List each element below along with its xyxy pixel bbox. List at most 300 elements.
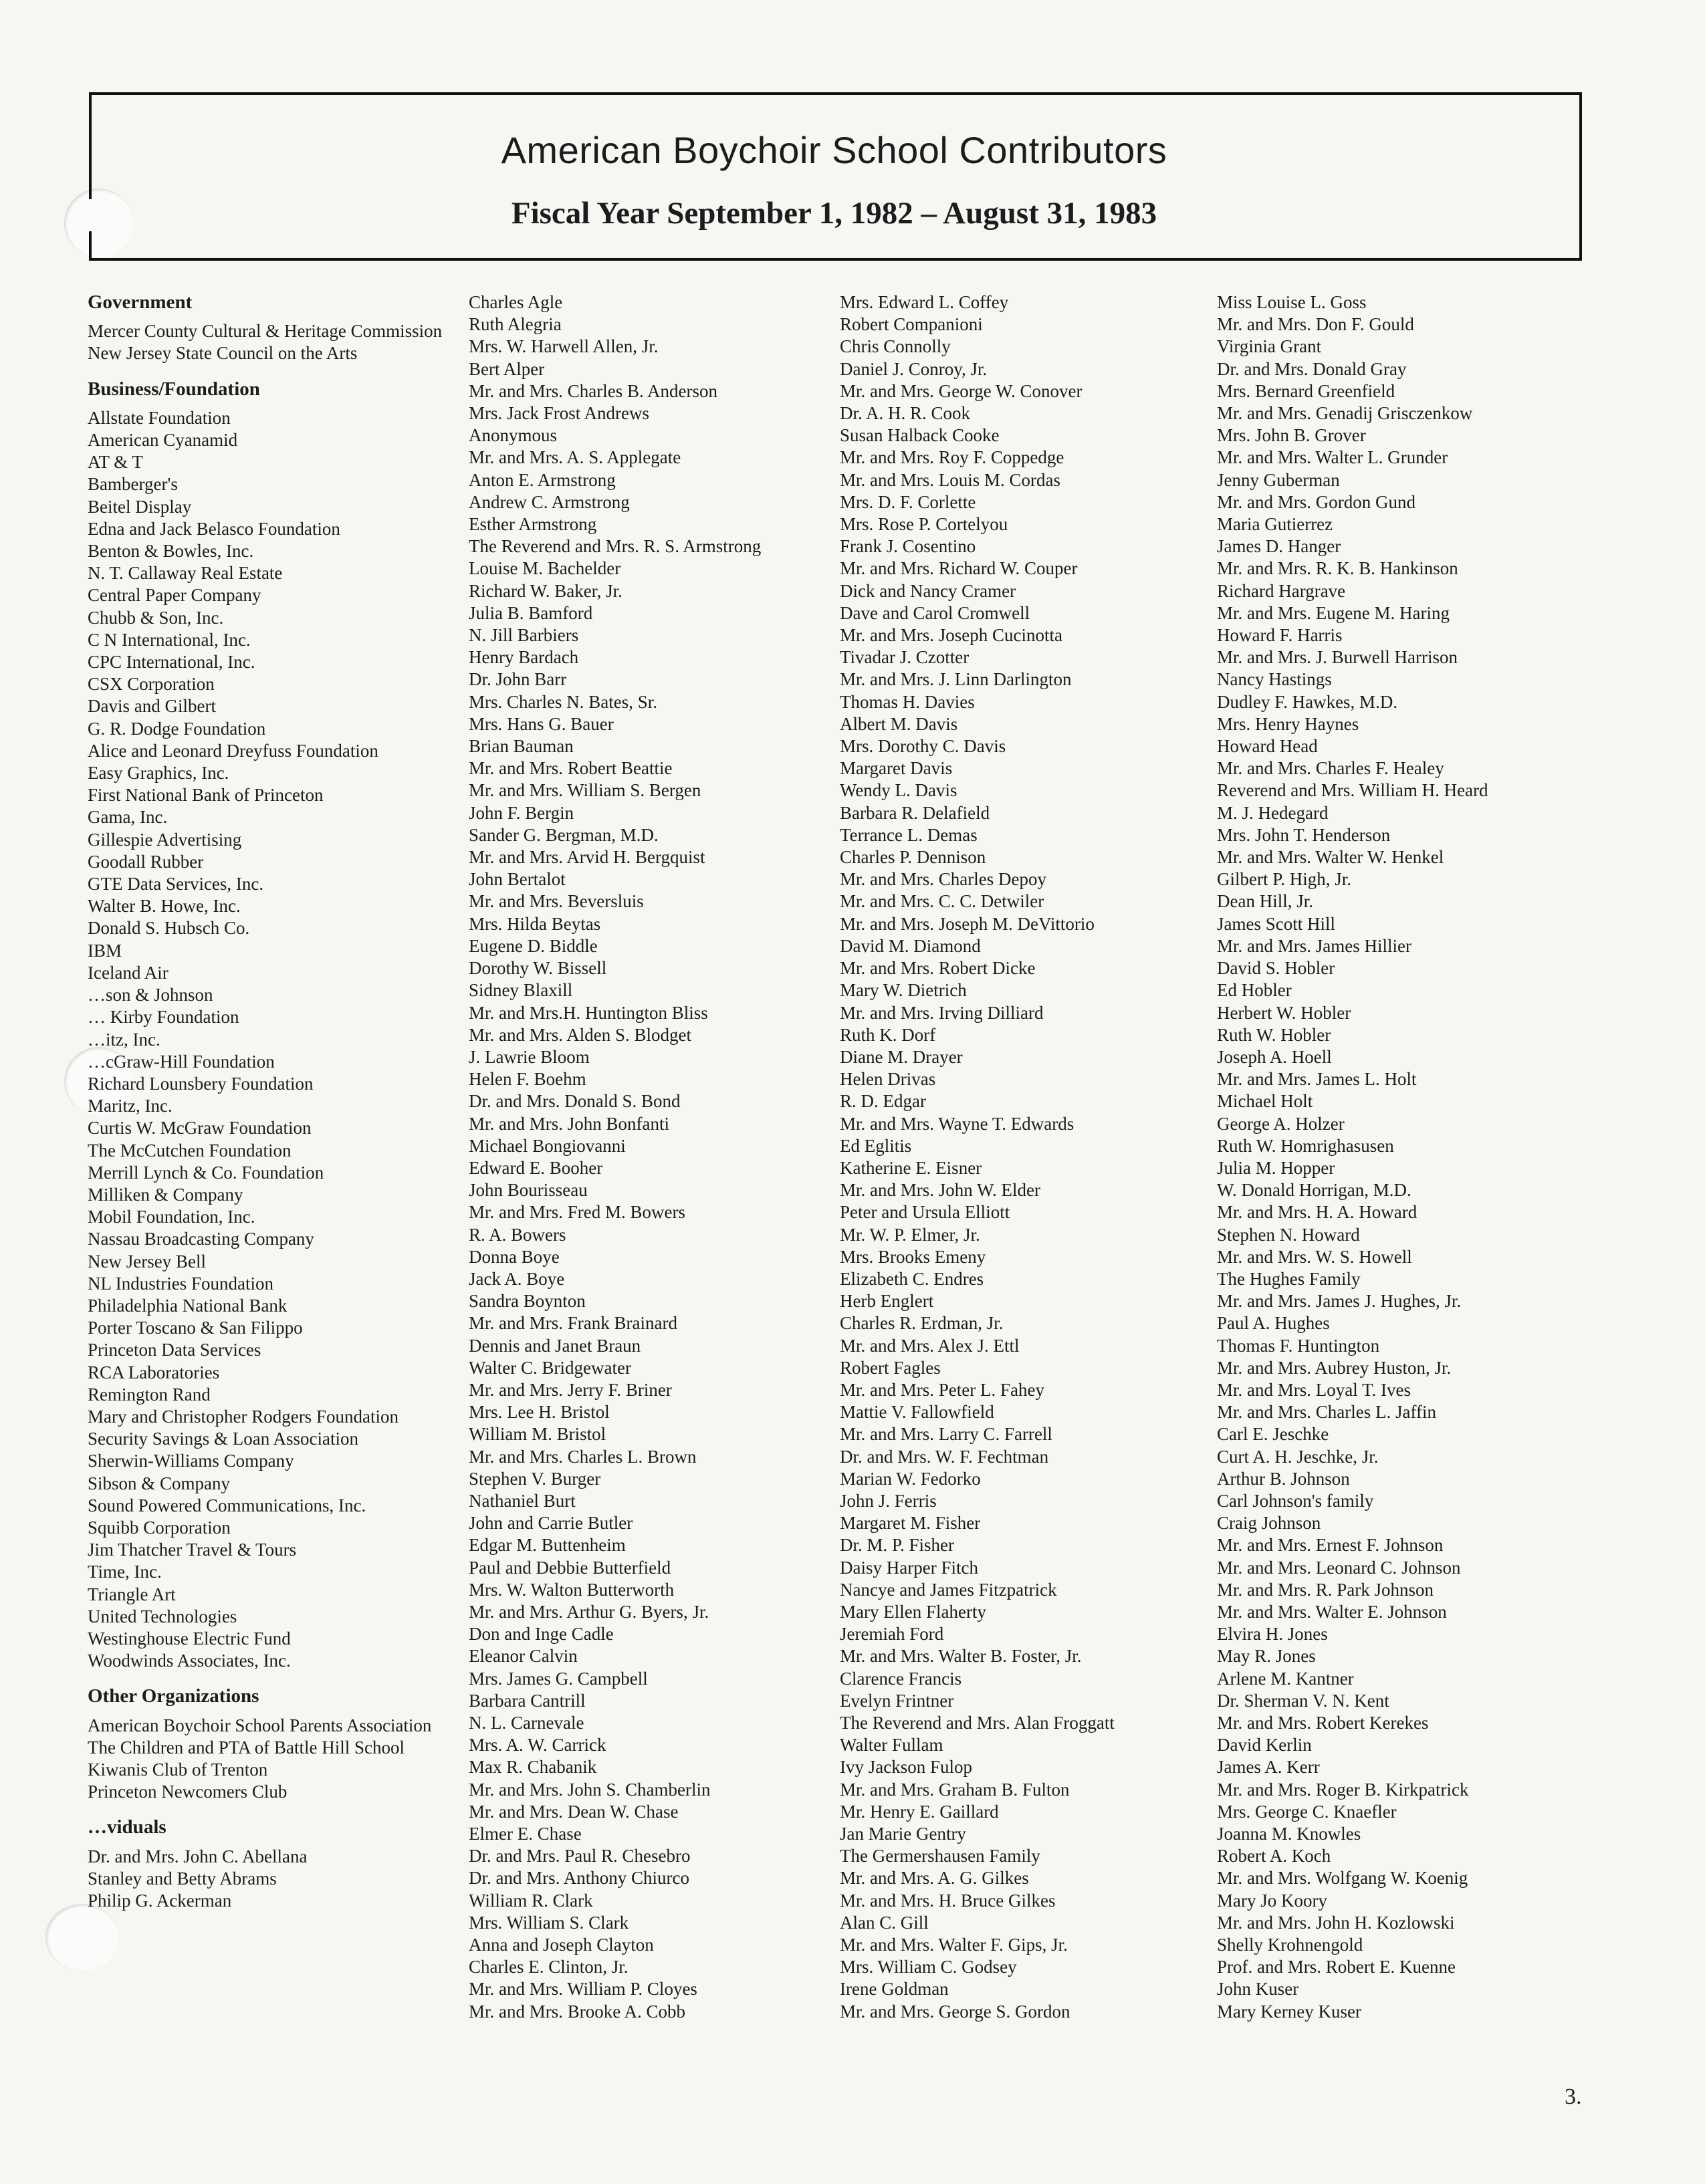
contributor-entry: Mr. and Mrs. Arthur G. Byers, Jr.	[469, 1601, 709, 1622]
list-individuals	[88, 1846, 462, 1913]
contributor-entry: Easy Graphics, Inc.	[88, 763, 229, 783]
contributor-entry: Robert A. Koch	[1217, 1846, 1331, 1866]
contributor-entry: Helen F. Boehm	[469, 1069, 586, 1090]
contributor-entry: Edward E. Booher	[469, 1157, 603, 1178]
contributor-entry: Mrs. Lee H. Bristol	[469, 1402, 610, 1423]
contributor-entry: Westinghouse Electric Fund	[88, 1628, 291, 1649]
contributor-entry: The Reverend and Mrs. Alan Froggatt	[840, 1713, 1115, 1733]
contributor-entry: Barbara Cantrill	[469, 1690, 586, 1711]
contributor-entry: Mattie V. Fallowfield	[840, 1402, 994, 1423]
contributor-entry: Bamberger's	[88, 474, 178, 495]
contributor-entry: Mr. and Mrs. Ernest F. Johnson	[1217, 1535, 1444, 1556]
contributor-entry: Peter and Ursula Elliott	[840, 1202, 1010, 1223]
contributor-entry: Mr. and Mrs. Leonard C. Johnson	[1217, 1557, 1461, 1578]
contributor-entry: Mrs. Charles N. Bates, Sr.	[469, 691, 657, 712]
contributor-entry: Mr. and Mrs. Peter L. Fahey	[840, 1379, 1044, 1400]
contributor-entry: Ruth W. Hobler	[1217, 1024, 1331, 1045]
contributor-entry: Richard Hargrave	[1217, 580, 1346, 601]
page-subtitle: Fiscal Year September 1, 1982 – August 31, 1983	[511, 196, 1157, 231]
contributor-entry: Triangle Art	[88, 1584, 176, 1604]
contributor-entry: Henry Bardach	[469, 647, 579, 668]
contributor-entry: Mr. and Mrs. James L. Holt	[1217, 1069, 1417, 1090]
contributor-entry: Kiwanis Club of Trenton	[88, 1760, 268, 1780]
contributor-entry: John F. Bergin	[469, 802, 574, 823]
contributor-entry: R. D. Edgar	[840, 1091, 926, 1112]
contributor-entry: Mr. and Mrs. Robert Beattie	[469, 758, 673, 779]
contributor-entry: Joseph A. Hoell	[1217, 1046, 1332, 1067]
contributor-entry: Mr. and Mrs. Roy F. Coppedge	[840, 447, 1064, 468]
contributor-entry: Susan Halback Cooke	[840, 425, 1000, 446]
contributor-entry: Jan Marie Gentry	[840, 1824, 966, 1844]
contributor-entry: Mrs. Rose P. Cortelyou	[840, 514, 1008, 535]
contributor-entry: Walter Fullam	[840, 1735, 943, 1755]
contributor-entry: Julia B. Bamford	[469, 602, 593, 623]
contributor-entry: Dr. M. P. Fisher	[840, 1535, 955, 1556]
contributor-entry: Mr. and Mrs. Graham B. Fulton	[840, 1779, 1070, 1800]
contributor-entry: Wendy L. Davis	[840, 780, 957, 801]
contributor-entry: Mary Jo Koory	[1217, 1890, 1327, 1911]
contributor-entry: Michael Bongiovanni	[469, 1135, 626, 1156]
contributor-entry: Alice and Leonard Dreyfuss Foundation	[88, 740, 378, 761]
contributor-entry: Beitel Display	[88, 496, 192, 517]
contributor-entry: David Kerlin	[1217, 1735, 1312, 1755]
page-title: American Boychoir School Contributors	[501, 129, 1167, 171]
contributor-entry: Mr. and Mrs. William S. Bergen	[469, 780, 701, 801]
contributor-entry: Mrs. Hans G. Bauer	[469, 713, 614, 734]
contributor-entry: …cGraw-Hill Foundation	[88, 1051, 275, 1072]
contributor-entry: … Kirby Foundation	[88, 1007, 239, 1027]
contributor-entry: Mr. and Mrs. Charles B. Anderson	[469, 380, 717, 401]
contributor-entry: Mercer County Cultural & Heritage Commission	[88, 321, 443, 342]
contributor-entry: N. L. Carnevale	[469, 1713, 584, 1733]
contributor-entry: Dick and Nancy Cramer	[840, 580, 1016, 601]
contributor-entry: Esther Armstrong	[469, 514, 597, 535]
contributor-entry: Joanna M. Knowles	[1217, 1824, 1361, 1844]
contributor-entry: Margaret Davis	[840, 758, 953, 779]
contributor-entry: Mr. Henry E. Gaillard	[840, 1801, 999, 1822]
contributor-entry: Dr. and Mrs. Paul R. Chesebro	[469, 1846, 691, 1866]
contributor-entry: Thomas H. Davies	[840, 691, 975, 712]
contributor-entry: Shelly Krohnengold	[1217, 1935, 1363, 1955]
contributor-entry: Ed Eglitis	[840, 1135, 912, 1156]
contributor-entry: Mr. and Mrs. Brooke A. Cobb	[469, 2001, 685, 2022]
contributor-entry: Louise M. Bachelder	[469, 558, 621, 579]
contributor-entry: Mr. and Mrs. Jerry F. Briner	[469, 1379, 672, 1400]
contributor-entry: Evelyn Frintner	[840, 1690, 954, 1711]
contributor-entry: Mr. and Mrs. Fred M. Bowers	[469, 1202, 685, 1223]
contributor-entry: Anna and Joseph Clayton	[469, 1935, 654, 1955]
contributor-entry: Michael Holt	[1217, 1091, 1313, 1112]
list-column-3	[840, 291, 1214, 2023]
contributor-entry: Richard Lounsbery Foundation	[88, 1073, 314, 1094]
contributor-entry: Mr. and Mrs. William P. Cloyes	[469, 1979, 697, 1999]
contributor-entry: Mary Kerney Kuser	[1217, 2001, 1361, 2022]
contributor-entry: Mrs. D. F. Corlette	[840, 491, 976, 512]
contributor-entry: Mr. and Mrs. Walter W. Henkel	[1217, 847, 1444, 868]
contributor-entry: Mr. and Mrs. R. Park Johnson	[1217, 1579, 1434, 1600]
contributor-entry: Mr. and Mrs. Gordon Gund	[1217, 491, 1415, 512]
contributor-entry: Mr. and Mrs. Alex J. Ettl	[840, 1335, 1020, 1356]
contributor-entry: Walter B. Howe, Inc.	[88, 896, 241, 917]
contributor-entry: Paul and Debbie Butterfield	[469, 1557, 671, 1578]
column-2	[469, 291, 843, 2023]
contributor-entry: M. J. Hedegard	[1217, 802, 1329, 823]
section-heading-business: Business/Foundation	[88, 378, 260, 400]
contributor-entry: Mr. and Mrs. Dean W. Chase	[469, 1801, 679, 1822]
contributor-entry: Charles Agle	[469, 292, 563, 312]
contributor-entry: R. A. Bowers	[469, 1224, 566, 1245]
contributor-entry: Mr. and Mrs. Joseph Cucinotta	[840, 625, 1062, 646]
contributor-entry: Robert Fagles	[840, 1357, 941, 1378]
contributor-entry: Sherwin-Williams Company	[88, 1451, 294, 1471]
contributor-entry: Gama, Inc.	[88, 807, 168, 828]
contributor-entry: Mary W. Dietrich	[840, 980, 967, 1001]
contributor-entry: Mrs. W. Walton Butterworth	[469, 1579, 675, 1600]
contributor-entry: Daniel J. Conroy, Jr.	[840, 358, 988, 379]
contributor-entry: Davis and Gilbert	[88, 696, 216, 717]
contributor-entry: Jeremiah Ford	[840, 1624, 944, 1645]
contributor-entry: Alan C. Gill	[840, 1912, 929, 1933]
contributor-entry: Herb Englert	[840, 1291, 934, 1312]
contributor-entry: Edgar M. Buttenheim	[469, 1535, 626, 1556]
contributor-entry: Bert Alper	[469, 358, 545, 379]
contributor-entry: Mrs. William S. Clark	[469, 1912, 629, 1933]
contributor-entry: James D. Hanger	[1217, 536, 1341, 557]
contributor-entry: Craig Johnson	[1217, 1513, 1321, 1534]
contributor-entry: Mr. and Mrs. Richard W. Couper	[840, 558, 1078, 579]
contributor-entry: James A. Kerr	[1217, 1757, 1320, 1778]
contributor-entry: Mr. and Mrs. Charles F. Healey	[1217, 758, 1444, 779]
contributor-entry: Mary and Christopher Rodgers Foundation	[88, 1406, 399, 1427]
contributor-entry: Brian Bauman	[469, 736, 574, 757]
contributor-entry: Mr. and Mrs. Louis M. Cordas	[840, 469, 1060, 490]
contributor-entry: Maria Gutierrez	[1217, 514, 1333, 535]
contributor-entry: New Jersey State Council on the Arts	[88, 343, 358, 364]
contributor-entry: John Bertalot	[469, 869, 566, 890]
contributor-entry: Jim Thatcher Travel & Tours	[88, 1540, 297, 1560]
contributor-entry: G. R. Dodge Foundation	[88, 718, 266, 739]
contributor-entry: Donna Boye	[469, 1246, 560, 1267]
contributor-entry: Mr. and Mrs. Charles L. Jaffin	[1217, 1402, 1436, 1423]
contributor-entry: Daisy Harper Fitch	[840, 1557, 978, 1578]
list-column-4	[1217, 291, 1591, 2023]
contributor-entry: Mr. and Mrs. Aubrey Huston, Jr.	[1217, 1357, 1452, 1378]
contributor-entry: Mr. and Mrs. Don F. Gould	[1217, 314, 1414, 335]
contributor-entry: Chris Connolly	[840, 336, 951, 357]
contributor-entry: Iceland Air	[88, 962, 168, 983]
other-organizations-section	[88, 1685, 462, 1803]
contributor-entry: Carl E. Jeschke	[1217, 1424, 1329, 1445]
contributor-entry: Mr. and Mrs. George W. Conover	[840, 380, 1083, 401]
contributor-entry: Mr. and Mrs. A. S. Applegate	[469, 447, 681, 468]
contributor-entry: Mrs. John T. Henderson	[1217, 824, 1391, 845]
contributor-entry: Jack A. Boye	[469, 1268, 565, 1289]
contributor-entry: Princeton Newcomers Club	[88, 1782, 288, 1802]
column-3	[840, 291, 1214, 2023]
contributor-entry: Marian W. Fedorko	[840, 1468, 981, 1489]
contributor-entry: Mr. and Mrs. Arvid H. Bergquist	[469, 847, 705, 868]
contributor-entry: Dorothy W. Bissell	[469, 958, 607, 979]
contributor-entry: Charles R. Erdman, Jr.	[840, 1313, 1004, 1334]
contributor-entry: Charles E. Clinton, Jr.	[469, 1957, 629, 1977]
contributor-entry: Robert Companioni	[840, 314, 983, 335]
contributor-entry: Mr. and Mrs. H. Bruce Gilkes	[840, 1890, 1056, 1911]
contributor-entry: Mobil Foundation, Inc.	[88, 1207, 255, 1227]
contributor-entry: Time, Inc.	[88, 1562, 162, 1582]
contributor-entry: N. Jill Barbiers	[469, 625, 579, 646]
contributor-entry: Stephen N. Howard	[1217, 1224, 1360, 1245]
contributor-entry: Mr. and Mrs. John W. Elder	[840, 1180, 1040, 1201]
contributor-entry: The McCutchen Foundation	[88, 1140, 292, 1161]
contributor-entry: Mr. and Mrs. H. A. Howard	[1217, 1202, 1417, 1223]
contributor-entry: Mr. and Mrs. James Hillier	[1217, 935, 1411, 956]
contributor-entry: Diane M. Drayer	[840, 1046, 963, 1067]
contributor-entry: James Scott Hill	[1217, 913, 1335, 934]
contributor-entry: Mrs. Dorothy C. Davis	[840, 736, 1006, 757]
contributor-entry: Herbert W. Hobler	[1217, 1002, 1351, 1023]
contributor-entry: CSX Corporation	[88, 674, 215, 695]
contributor-entry: Howard Head	[1217, 736, 1318, 757]
contributor-entry: American Boychoir School Parents Association	[88, 1715, 432, 1735]
contributor-entry: Eugene D. Biddle	[469, 935, 598, 956]
contributor-entry: Central Paper Company	[88, 585, 261, 606]
contributor-entry: Mrs. John B. Grover	[1217, 425, 1366, 446]
contributor-entry: The Children and PTA of Battle Hill School	[88, 1737, 405, 1757]
contributor-entry: Ruth K. Dorf	[840, 1024, 936, 1045]
contributor-entry: Edna and Jack Belasco Foundation	[88, 518, 340, 539]
contributor-entry: Milliken & Company	[88, 1184, 243, 1205]
contributor-entry: Woodwinds Associates, Inc.	[88, 1651, 291, 1671]
contributor-entry: Dr. A. H. R. Cook	[840, 403, 971, 424]
contributor-entry: Mr. and Mrs.H. Huntington Bliss	[469, 1002, 708, 1023]
contributor-entry: Chubb & Son, Inc.	[88, 607, 224, 628]
contributor-entry: Terrance L. Demas	[840, 824, 978, 845]
contributor-entry: Tivadar J. Czotter	[840, 647, 970, 668]
contributor-entry: First National Bank of Princeton	[88, 785, 324, 806]
contributor-entry: Miss Louise L. Goss	[1217, 292, 1367, 312]
contributor-entry: Julia M. Hopper	[1217, 1157, 1335, 1178]
title-box	[89, 92, 1582, 261]
column-4	[1217, 291, 1591, 2023]
contributor-entry: Sound Powered Communications, Inc.	[88, 1495, 366, 1515]
contributor-entry: Elizabeth C. Endres	[840, 1268, 984, 1289]
contributor-entry: Goodall Rubber	[88, 851, 204, 872]
contributor-entry: Dr. John Barr	[469, 669, 567, 690]
contributor-entry: Mr. and Mrs. Walter E. Johnson	[1217, 1601, 1447, 1622]
contributor-entry: Barbara R. Delafield	[840, 802, 990, 823]
contributor-entry: John Bourisseau	[469, 1180, 588, 1201]
contributor-entry: Mr. and Mrs. R. K. B. Hankinson	[1217, 558, 1458, 579]
contributor-entry: Dr. and Mrs. Donald S. Bond	[469, 1091, 681, 1112]
contributor-entry: Don and Inge Cadle	[469, 1624, 614, 1645]
contributor-entry: Reverend and Mrs. William H. Heard	[1217, 780, 1488, 801]
contributor-entry: Mr. and Mrs. W. S. Howell	[1217, 1246, 1412, 1267]
list-other	[88, 1715, 462, 1804]
contributor-entry: Mrs. George C. Knaefler	[1217, 1801, 1397, 1822]
contributor-entry: David S. Hobler	[1217, 958, 1335, 979]
contributor-entry: Mr. and Mrs. John Bonfanti	[469, 1113, 669, 1134]
contributor-entry: Carl Johnson's family	[1217, 1490, 1374, 1511]
contributor-entry: C N International, Inc.	[88, 629, 251, 650]
contributor-entry: N. T. Callaway Real Estate	[88, 563, 283, 584]
contributor-entry: Frank J. Cosentino	[840, 536, 976, 557]
contributor-entry: Mrs. Jack Frost Andrews	[469, 403, 649, 424]
page-number: 3.	[1565, 2084, 1582, 2109]
contributor-entry: Margaret M. Fisher	[840, 1513, 981, 1534]
contributor-entry: Allstate Foundation	[88, 407, 231, 428]
contributor-entry: John and Carrie Butler	[469, 1513, 633, 1534]
contributor-entry: Gilbert P. High, Jr.	[1217, 869, 1352, 890]
government-section	[88, 291, 462, 365]
contributor-entry: Anton E. Armstrong	[469, 469, 616, 490]
contributor-entry: Curt A. H. Jeschke, Jr.	[1217, 1446, 1379, 1467]
contributor-entry: Nancy Hastings	[1217, 669, 1332, 690]
contributor-entry: Mr. and Mrs. Charles Depoy	[840, 869, 1046, 890]
contributor-entry: …itz, Inc.	[88, 1029, 160, 1050]
contributor-entry: Mr. W. P. Elmer, Jr.	[840, 1224, 980, 1245]
contributor-entry: CPC International, Inc.	[88, 652, 255, 673]
contributor-entry: Mr. and Mrs. Charles L. Brown	[469, 1446, 697, 1467]
contributor-entry: Curtis W. McGraw Foundation	[88, 1118, 312, 1138]
column-1	[88, 291, 462, 1913]
contributor-entry: Donald S. Hubsch Co.	[88, 918, 250, 939]
contributor-entry: Sibson & Company	[88, 1473, 231, 1493]
contributor-entry: Dudley F. Hawkes, M.D.	[1217, 691, 1398, 712]
contributor-entry: Ed Hobler	[1217, 980, 1292, 1001]
list-government	[88, 320, 462, 364]
contributor-entry: The Hughes Family	[1217, 1268, 1361, 1289]
contributor-entry: May R. Jones	[1217, 1646, 1316, 1667]
contributor-entry: Andrew C. Armstrong	[469, 491, 630, 512]
contributor-entry: …son & Johnson	[88, 985, 213, 1005]
contributor-entry: Dr. and Mrs. Anthony Chiurco	[469, 1868, 689, 1889]
contributor-entry: Elvira H. Jones	[1217, 1624, 1328, 1645]
contributor-entry: Mr. and Mrs. Walter B. Foster, Jr.	[840, 1646, 1082, 1667]
punch-hole-bottom	[45, 1904, 119, 1971]
contributor-entry: Mr. and Mrs. Larry C. Farrell	[840, 1424, 1052, 1445]
contributor-entry: Mrs. Henry Haynes	[1217, 713, 1359, 734]
contributor-entry: AT & T	[88, 452, 144, 473]
contributor-entry: Mrs. Hilda Beytas	[469, 913, 601, 934]
contributor-entry: Gillespie Advertising	[88, 829, 242, 850]
contributor-entry: Mr. and Mrs. Eugene M. Haring	[1217, 602, 1450, 623]
contributor-entry: Mr. and Mrs. George S. Gordon	[840, 2001, 1070, 2022]
contributor-entry: Arthur B. Johnson	[1217, 1468, 1350, 1489]
contributor-entry: Philadelphia National Bank	[88, 1295, 288, 1316]
contributor-entry: John J. Ferris	[840, 1490, 937, 1511]
contributor-entry: Prof. and Mrs. Robert E. Kuenne	[1217, 1957, 1456, 1977]
contributor-entry: Dennis and Janet Braun	[469, 1335, 641, 1356]
list-business	[88, 407, 462, 1673]
contributor-entry: Nathaniel Burt	[469, 1490, 576, 1511]
contributor-entry: Sidney Blaxill	[469, 980, 573, 1001]
contributor-entry: Mrs. William C. Godsey	[840, 1957, 1017, 1977]
section-heading-government: Government	[88, 291, 193, 313]
contributor-entry: Clarence Francis	[840, 1668, 962, 1689]
contributor-entry: Dr. and Mrs. W. F. Fechtman	[840, 1446, 1049, 1467]
contributor-entry: Squibb Corporation	[88, 1517, 231, 1538]
contributor-entry: Virginia Grant	[1217, 336, 1322, 357]
contributor-entry: Mr. and Mrs. Irving Dilliard	[840, 1002, 1044, 1023]
contributor-entry: Maritz, Inc.	[88, 1096, 173, 1116]
contributor-entry: Nassau Broadcasting Company	[88, 1229, 314, 1249]
contributor-entry: Mr. and Mrs. John H. Kozlowski	[1217, 1912, 1455, 1933]
contributor-entry: Mr. and Mrs. Robert Dicke	[840, 958, 1036, 979]
contributor-entry: IBM	[88, 940, 122, 961]
contributor-entry: Philip G. Ackerman	[88, 1891, 232, 1911]
contributor-entry: Dr. and Mrs. John C. Abellana	[88, 1846, 308, 1866]
contributor-entry: Mrs. Brooks Emeny	[840, 1246, 986, 1267]
contributor-entry: Mr. and Mrs. Joseph M. DeVittorio	[840, 913, 1095, 934]
contributor-entry: Dr. and Mrs. Donald Gray	[1217, 358, 1407, 379]
contributor-entry: Charles P. Dennison	[840, 847, 986, 868]
contributor-entry: J. Lawrie Bloom	[469, 1046, 590, 1067]
contributor-entry: David M. Diamond	[840, 935, 981, 956]
contributor-entry: Merrill Lynch & Co. Foundation	[88, 1162, 324, 1183]
contributor-entry: Max R. Chabanik	[469, 1757, 597, 1778]
contributor-entry: Stephen V. Burger	[469, 1468, 601, 1489]
contributor-entry: Mr. and Mrs. Wolfgang W. Koenig	[1217, 1868, 1468, 1889]
contributor-entry: Richard W. Baker, Jr.	[469, 580, 622, 601]
contributor-entry: Albert M. Davis	[840, 713, 958, 734]
list-column-2	[469, 291, 843, 2023]
individuals-section	[88, 1816, 462, 1912]
contributor-entry: Mr. and Mrs. Walter F. Gips, Jr.	[840, 1935, 1068, 1955]
contributor-entry: George A. Holzer	[1217, 1113, 1345, 1134]
contributor-entry: Ruth W. Homrighasusen	[1217, 1135, 1394, 1156]
contributor-entry: Sander G. Bergman, M.D.	[469, 824, 659, 845]
business-section	[88, 378, 462, 1673]
contributor-entry: Elmer E. Chase	[469, 1824, 582, 1844]
contributor-entry: Mr. and Mrs. James J. Hughes, Jr.	[1217, 1291, 1462, 1312]
contributor-entry: Mr. and Mrs. C. C. Detwiler	[840, 891, 1044, 912]
contributor-entry: Thomas F. Huntington	[1217, 1335, 1380, 1356]
section-heading-individuals: …viduals	[88, 1816, 166, 1838]
contributor-entry: Mr. and Mrs. Walter L. Grunder	[1217, 447, 1448, 468]
contributor-entry: Dr. Sherman V. N. Kent	[1217, 1690, 1389, 1711]
contributor-entry: Mr. and Mrs. Wayne T. Edwards	[840, 1113, 1074, 1134]
contributor-entry: NL Industries Foundation	[88, 1273, 273, 1294]
contributor-entry: Walter C. Bridgewater	[469, 1357, 631, 1378]
contributor-entry: The Germershausen Family	[840, 1846, 1040, 1866]
contributor-entry: Remington Rand	[88, 1384, 211, 1405]
contributor-entry: Dean Hill, Jr.	[1217, 891, 1313, 912]
contributor-entry: Mr. and Mrs. Roger B. Kirkpatrick	[1217, 1779, 1469, 1800]
contributor-entry: Paul A. Hughes	[1217, 1313, 1330, 1334]
contributor-entry: Mrs. Bernard Greenfield	[1217, 380, 1395, 401]
contributor-entry: Howard F. Harris	[1217, 625, 1343, 646]
contributor-entry: Anonymous	[469, 425, 558, 446]
contributor-entry: Mr. and Mrs. Loyal T. Ives	[1217, 1379, 1411, 1400]
contributor-entry: Dave and Carol Cromwell	[840, 602, 1030, 623]
contributor-entry: GTE Data Services, Inc.	[88, 874, 264, 894]
contributor-entry: Security Savings & Loan Association	[88, 1429, 358, 1449]
contributor-entry: Mr. and Mrs. Robert Kerekes	[1217, 1713, 1429, 1733]
contributor-entry: Arlene M. Kantner	[1217, 1668, 1354, 1689]
contributor-entry: Katherine E. Eisner	[840, 1157, 982, 1178]
contributor-entry: Mr. and Mrs. Genadij Grisczenkow	[1217, 403, 1473, 424]
contributor-entry: Mr. and Mrs. J. Linn Darlington	[840, 669, 1072, 690]
contributor-entry: RCA Laboratories	[88, 1362, 220, 1382]
section-heading-other: Other Organizations	[88, 1685, 259, 1707]
contributor-entry: Stanley and Betty Abrams	[88, 1868, 277, 1889]
contributor-entry: Benton & Bowles, Inc.	[88, 541, 254, 562]
contributor-entry: Mr. and Mrs. Frank Brainard	[469, 1313, 677, 1334]
contributor-entry: Sandra Boynton	[469, 1291, 586, 1312]
contributor-entry: Ruth Alegria	[469, 314, 562, 335]
contributor-entry: William R. Clark	[469, 1890, 593, 1911]
contributor-entry: American Cyanamid	[88, 430, 238, 451]
